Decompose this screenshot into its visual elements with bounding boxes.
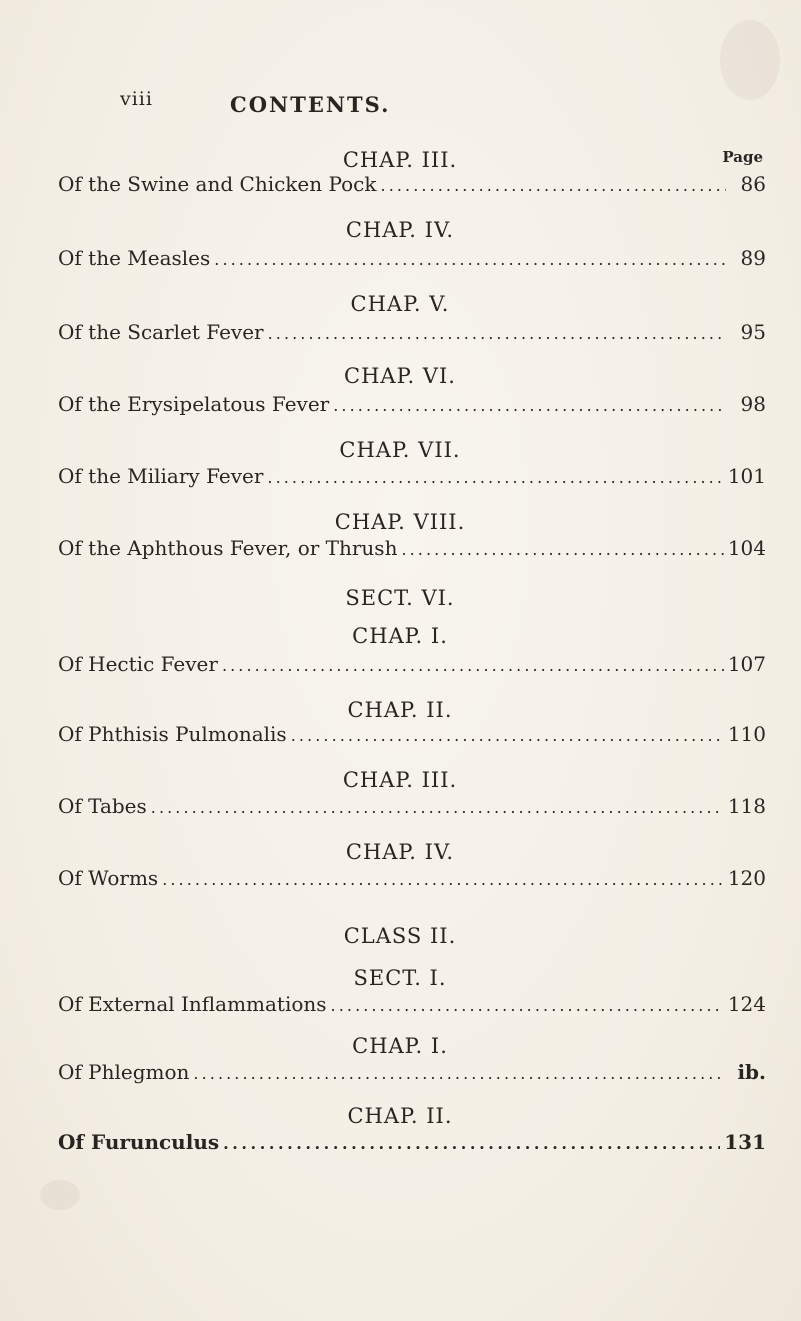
leader-dots xyxy=(223,1134,720,1153)
chapter-heading: CHAP. II. xyxy=(347,698,453,722)
toc-entry xyxy=(58,320,766,346)
entry-page: 95 xyxy=(740,320,766,344)
toc-entry xyxy=(58,794,766,820)
entry-page: 101 xyxy=(727,464,766,488)
entry-title: Of the Swine and Chicken Pock xyxy=(58,172,377,196)
entry-page: ib. xyxy=(737,1060,766,1084)
leader-dots xyxy=(214,250,726,269)
chapter-heading: CHAP. IV. xyxy=(345,840,455,864)
page-column-label: Page xyxy=(722,148,763,166)
entry-page: 107 xyxy=(727,652,766,676)
leader-dots xyxy=(333,396,726,415)
toc-entry xyxy=(58,722,766,748)
chapter-heading: CHAP. II. xyxy=(347,1104,453,1128)
toc-entry xyxy=(58,536,766,562)
section-heading: SECT. I. xyxy=(353,966,447,990)
entry-page: 89 xyxy=(740,246,766,270)
toc-entry xyxy=(58,246,766,272)
entry-title: Of the Scarlet Fever xyxy=(58,320,264,344)
entry-title: Of Tabes xyxy=(58,794,147,818)
leader-dots xyxy=(291,726,724,745)
chapter-heading: CHAP. V. xyxy=(350,292,450,316)
entry-page: 120 xyxy=(727,866,766,890)
chapter-heading: CHAP. I. xyxy=(352,1034,448,1058)
page-title: CONTENTS. xyxy=(230,92,391,117)
page-number: viii xyxy=(120,88,153,110)
entry-title: Of External Inflammations xyxy=(58,992,327,1016)
chapter-heading: CHAP. VI. xyxy=(344,364,456,388)
entry-title: Of Hectic Fever xyxy=(58,652,218,676)
entry-title: Of the Aphthous Fever, or Thrush xyxy=(58,536,398,560)
paper-stain xyxy=(720,20,780,100)
entry-page: 118 xyxy=(727,794,766,818)
entry-title: Of the Measles xyxy=(58,246,211,270)
entry-title: Of the Miliary Fever xyxy=(58,464,264,488)
chapter-heading: CHAP. III. xyxy=(342,768,458,792)
paper-stain xyxy=(40,1180,80,1210)
entry-page: 110 xyxy=(727,722,766,746)
chapter-heading: CHAP. I. xyxy=(352,624,448,648)
chapter-heading: CHAP. VII. xyxy=(339,438,461,462)
entry-title: Of Worms xyxy=(58,866,159,890)
entry-title: Of the Erysipelatous Fever xyxy=(58,392,330,416)
chapter-heading: CHAP. IV. xyxy=(345,218,455,242)
entry-page: 86 xyxy=(740,172,766,196)
leader-dots xyxy=(381,176,726,195)
entry-page: 124 xyxy=(727,992,766,1016)
entry-page: 104 xyxy=(727,536,766,560)
toc-entry xyxy=(58,652,766,678)
leader-dots xyxy=(162,870,724,889)
leader-dots xyxy=(151,798,724,817)
leader-dots xyxy=(401,540,723,559)
entry-title: Of Furunculus xyxy=(58,1130,220,1154)
toc-entry xyxy=(58,392,766,418)
chapter-heading: CHAP. III. xyxy=(342,148,458,172)
toc-entry xyxy=(58,1060,766,1086)
chapter-heading: CHAP. VIII. xyxy=(334,510,466,534)
section-heading: SECT. VI. xyxy=(345,586,455,610)
leader-dots xyxy=(222,656,724,675)
entry-page: 131 xyxy=(724,1130,766,1154)
leader-dots xyxy=(193,1064,726,1083)
entry-title: Of Phthisis Pulmonalis xyxy=(58,722,287,746)
toc-entry xyxy=(58,172,766,198)
toc-entry xyxy=(58,992,766,1018)
toc-entry xyxy=(58,1130,766,1156)
toc-entry xyxy=(58,464,766,490)
leader-dots xyxy=(331,996,724,1015)
leader-dots xyxy=(267,468,723,487)
leader-dots xyxy=(268,324,726,343)
running-header xyxy=(120,80,741,120)
toc-entry xyxy=(58,866,766,892)
entry-title: Of Phlegmon xyxy=(58,1060,190,1084)
entry-page: 98 xyxy=(740,392,766,416)
class-heading: CLASS II. xyxy=(343,924,457,948)
